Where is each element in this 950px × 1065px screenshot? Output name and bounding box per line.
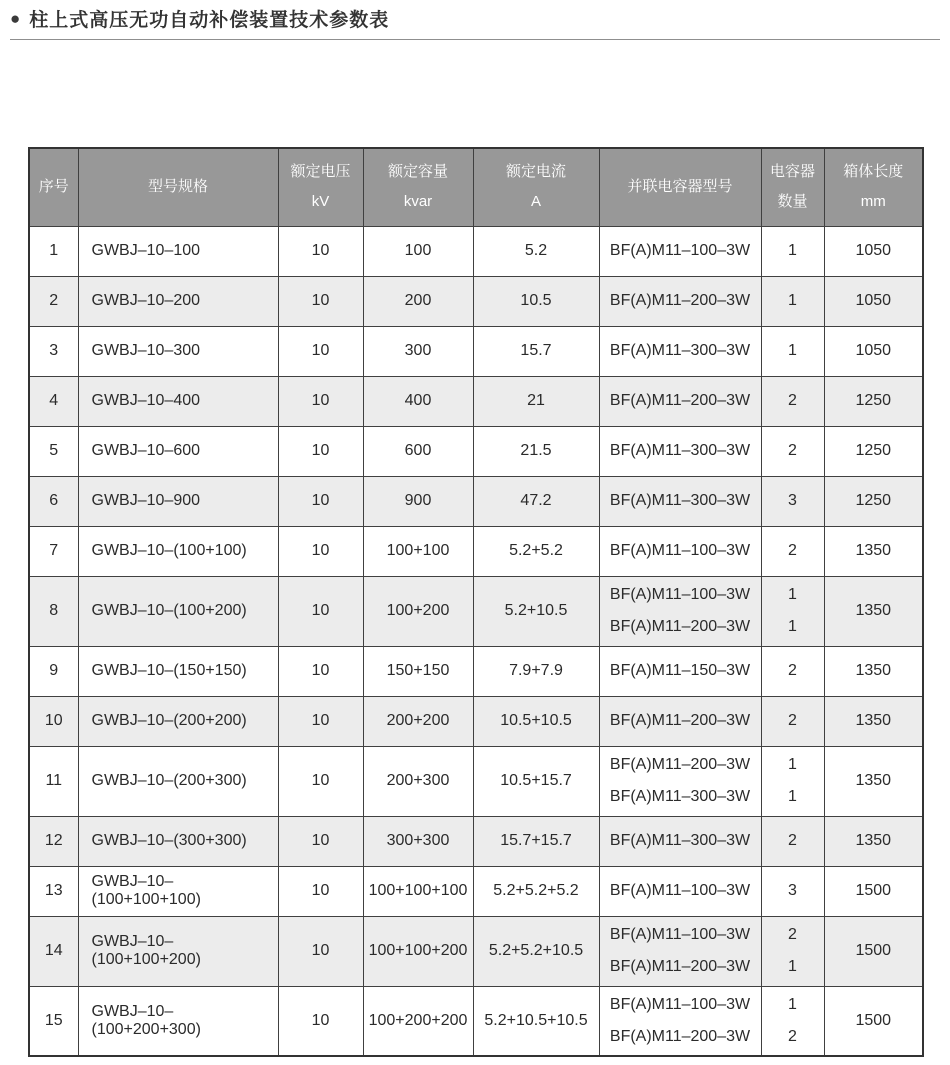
cell-current: 5.2+10.5+10.5 (473, 986, 599, 1056)
header-capacitor-qty-label: 电容器 (769, 163, 815, 181)
cell-voltage: 10 (278, 526, 363, 576)
capacitor-model-line: BF(A)M11–300–3W (609, 342, 751, 359)
capacitor-qty-line: 3 (788, 882, 797, 899)
capacitor-model-line: BF(A)M11–300–3W (609, 442, 751, 459)
cell-current: 15.7+15.7 (473, 816, 599, 866)
table-row (29, 276, 923, 326)
header-voltage (278, 148, 363, 226)
capacitor-qty-line: 2 (788, 1027, 797, 1045)
cell-box-length: 1050 (824, 326, 923, 376)
cell-capacitor-qty (761, 986, 824, 1056)
table-row (29, 426, 923, 476)
header-capacitor-qty-unit: 数量 (777, 193, 808, 211)
header-model-label: 型号规格 (147, 178, 208, 196)
capacitor-model-line: BF(A)M11–200–3W (609, 756, 751, 773)
table-row (29, 576, 923, 646)
capacitor-qty-line: 3 (788, 492, 797, 509)
cell-capacitor-models (599, 916, 761, 986)
capacitor-qty-line: 2 (788, 712, 797, 729)
cell-seq: 15 (29, 986, 78, 1056)
cell-seq: 13 (29, 866, 78, 916)
cell-capacitor-models (599, 746, 761, 816)
header-box-length-unit: mm (860, 193, 886, 211)
cell-model: GWBJ–10–(100+100+100) (78, 866, 278, 916)
table-row (29, 326, 923, 376)
capacitor-qty-line: 1 (788, 242, 797, 259)
cell-capacitor-qty (761, 376, 824, 426)
capacitor-model-line: BF(A)M11–300–3W (609, 832, 751, 849)
cell-box-length: 1350 (824, 746, 923, 816)
cell-voltage: 10 (278, 226, 363, 276)
header-capacity-unit: kvar (403, 193, 433, 211)
cell-capacitor-models (599, 226, 761, 276)
cell-box-length: 1500 (824, 916, 923, 986)
cell-capacitor-models (599, 576, 761, 646)
table-header (29, 148, 923, 226)
cell-seq: 14 (29, 916, 78, 986)
capacitor-qty-line: 2 (788, 442, 797, 459)
cell-capacity: 100+200 (363, 576, 473, 646)
capacitor-model-line: BF(A)M11–200–3W (609, 1027, 751, 1045)
technical-parameters-table (28, 147, 924, 1057)
cell-seq: 2 (29, 276, 78, 326)
cell-capacitor-qty (761, 226, 824, 276)
table-row (29, 376, 923, 426)
capacitor-qty-line: 1 (788, 995, 797, 1013)
cell-box-length: 1250 (824, 376, 923, 426)
cell-model: GWBJ–10–400 (78, 376, 278, 426)
cell-capacity: 200 (363, 276, 473, 326)
cell-capacitor-models (599, 866, 761, 916)
cell-current: 5.2+10.5 (473, 576, 599, 646)
cell-capacitor-qty (761, 476, 824, 526)
cell-seq: 5 (29, 426, 78, 476)
cell-capacitor-models (599, 426, 761, 476)
cell-current: 21 (473, 376, 599, 426)
capacitor-qty-line: 1 (788, 342, 797, 359)
capacitor-qty-line: 1 (788, 958, 797, 975)
capacitor-qty-line: 1 (788, 788, 797, 805)
cell-capacity: 900 (363, 476, 473, 526)
capacitor-model-line: BF(A)M11–100–3W (609, 242, 751, 259)
cell-capacitor-qty (761, 526, 824, 576)
cell-box-length: 1500 (824, 986, 923, 1056)
cell-voltage: 10 (278, 476, 363, 526)
cell-model: GWBJ–10–(100+100+200) (78, 916, 278, 986)
cell-capacitor-models (599, 646, 761, 696)
cell-seq: 4 (29, 376, 78, 426)
title-bar (10, 0, 940, 40)
cell-model: GWBJ–10–(100+200) (78, 576, 278, 646)
capacitor-qty-line: 2 (788, 662, 797, 679)
cell-seq: 9 (29, 646, 78, 696)
cell-voltage: 10 (278, 696, 363, 746)
cell-current: 15.7 (473, 326, 599, 376)
cell-seq: 10 (29, 696, 78, 746)
header-capacity (363, 148, 473, 226)
cell-capacity: 100+100+100 (363, 866, 473, 916)
table-row (29, 746, 923, 816)
cell-capacitor-qty (761, 916, 824, 986)
cell-model: GWBJ–10–600 (78, 426, 278, 476)
cell-capacity: 100+100 (363, 526, 473, 576)
cell-model: GWBJ–10–(150+150) (78, 646, 278, 696)
cell-seq: 7 (29, 526, 78, 576)
cell-model: GWBJ–10–200 (78, 276, 278, 326)
cell-capacitor-models (599, 376, 761, 426)
table-row (29, 816, 923, 866)
table-row (29, 526, 923, 576)
cell-model: GWBJ–10–300 (78, 326, 278, 376)
header-box-length (824, 148, 923, 226)
cell-box-length: 1500 (824, 866, 923, 916)
capacitor-qty-line: 1 (788, 292, 797, 309)
cell-model: GWBJ–10–(100+100) (78, 526, 278, 576)
capacitor-qty-line: 2 (788, 926, 797, 943)
capacitor-model-line: BF(A)M11–100–3W (609, 882, 751, 899)
cell-capacitor-models (599, 696, 761, 746)
capacitor-model-line: BF(A)M11–100–3W (609, 586, 751, 603)
cell-voltage: 10 (278, 646, 363, 696)
cell-model: GWBJ–10–900 (78, 476, 278, 526)
cell-capacitor-qty (761, 746, 824, 816)
capacitor-qty-line: 1 (788, 618, 797, 635)
header-capacity-label: 额定容量 (387, 163, 448, 181)
header-current (473, 148, 599, 226)
table-body (29, 226, 923, 1056)
cell-current: 5.2+5.2+10.5 (473, 916, 599, 986)
cell-current: 10.5+15.7 (473, 746, 599, 816)
cell-current: 5.2 (473, 226, 599, 276)
cell-seq: 12 (29, 816, 78, 866)
header-current-label: 额定电流 (505, 163, 566, 181)
cell-box-length: 1050 (824, 226, 923, 276)
cell-capacitor-qty (761, 326, 824, 376)
capacitor-model-line: BF(A)M11–200–3W (609, 392, 751, 409)
cell-capacity: 200+200 (363, 696, 473, 746)
cell-current: 5.2+5.2+5.2 (473, 866, 599, 916)
cell-model: GWBJ–10–100 (78, 226, 278, 276)
cell-current: 10.5+10.5 (473, 696, 599, 746)
cell-model: GWBJ–10–(200+200) (78, 696, 278, 746)
capacitor-model-line: BF(A)M11–100–3W (609, 542, 751, 559)
cell-voltage: 10 (278, 326, 363, 376)
capacitor-model-line: BF(A)M11–300–3W (609, 492, 751, 509)
cell-voltage: 10 (278, 276, 363, 326)
cell-capacitor-qty (761, 696, 824, 746)
header-current-unit: A (530, 193, 541, 211)
cell-capacitor-models (599, 816, 761, 866)
capacitor-qty-line: 2 (788, 392, 797, 409)
cell-seq: 8 (29, 576, 78, 646)
cell-voltage: 10 (278, 816, 363, 866)
cell-seq: 11 (29, 746, 78, 816)
cell-box-length: 1350 (824, 526, 923, 576)
cell-box-length: 1350 (824, 646, 923, 696)
cell-capacitor-models (599, 276, 761, 326)
cell-capacity: 150+150 (363, 646, 473, 696)
cell-capacity: 100+100+200 (363, 916, 473, 986)
header-capacitor-qty (761, 148, 824, 226)
table-row (29, 916, 923, 986)
cell-capacitor-qty (761, 576, 824, 646)
capacitor-qty-line: 1 (788, 756, 797, 773)
cell-capacity: 200+300 (363, 746, 473, 816)
cell-seq: 6 (29, 476, 78, 526)
cell-capacity: 300 (363, 326, 473, 376)
cell-capacitor-models (599, 526, 761, 576)
cell-capacitor-qty (761, 426, 824, 476)
cell-voltage: 10 (278, 866, 363, 916)
cell-current: 7.9+7.9 (473, 646, 599, 696)
capacitor-qty-line: 1 (788, 586, 797, 603)
cell-voltage: 10 (278, 576, 363, 646)
cell-capacitor-qty (761, 866, 824, 916)
cell-current: 10.5 (473, 276, 599, 326)
capacitor-model-line: BF(A)M11–100–3W (609, 995, 751, 1013)
cell-current: 21.5 (473, 426, 599, 476)
capacitor-model-line: BF(A)M11–300–3W (609, 788, 751, 805)
header-row (29, 148, 923, 226)
capacitor-model-line: BF(A)M11–200–3W (609, 958, 751, 975)
table-row (29, 476, 923, 526)
cell-box-length: 1250 (824, 426, 923, 476)
cell-seq: 3 (29, 326, 78, 376)
capacitor-model-line: BF(A)M11–150–3W (609, 662, 751, 679)
capacitor-model-line: BF(A)M11–200–3W (609, 618, 751, 635)
capacitor-qty-line: 2 (788, 832, 797, 849)
cell-capacitor-qty (761, 276, 824, 326)
header-voltage-label: 额定电压 (290, 163, 351, 181)
cell-box-length: 1250 (824, 476, 923, 526)
table-row (29, 696, 923, 746)
header-capacitor-model-label: 并联电容器型号 (627, 178, 733, 196)
table-row (29, 646, 923, 696)
cell-model: GWBJ–10–(300+300) (78, 816, 278, 866)
cell-capacitor-qty (761, 816, 824, 866)
cell-box-length: 1350 (824, 696, 923, 746)
cell-box-length: 1350 (824, 816, 923, 866)
table-row (29, 986, 923, 1056)
cell-model: GWBJ–10–(200+300) (78, 746, 278, 816)
header-seq (29, 148, 78, 226)
cell-capacitor-models (599, 326, 761, 376)
cell-box-length: 1050 (824, 276, 923, 326)
header-capacitor-model (599, 148, 761, 226)
cell-capacitor-models (599, 476, 761, 526)
header-voltage-unit: kV (311, 193, 330, 211)
cell-capacity: 100 (363, 226, 473, 276)
cell-capacity: 300+300 (363, 816, 473, 866)
table-row (29, 866, 923, 916)
header-model (78, 148, 278, 226)
table-row (29, 226, 923, 276)
capacitor-qty-line: 2 (788, 542, 797, 559)
cell-current: 5.2+5.2 (473, 526, 599, 576)
cell-voltage: 10 (278, 376, 363, 426)
cell-model: GWBJ–10–(100+200+300) (78, 986, 278, 1056)
cell-voltage: 10 (278, 746, 363, 816)
page-title: 柱上式高压无功自动补偿装置技术参数表 (29, 10, 390, 31)
header-box-length-label: 箱体长度 (843, 163, 904, 181)
title-bullet-icon: ● (10, 9, 21, 28)
cell-voltage: 10 (278, 426, 363, 476)
cell-capacitor-qty (761, 646, 824, 696)
cell-current: 47.2 (473, 476, 599, 526)
cell-seq: 1 (29, 226, 78, 276)
capacitor-model-line: BF(A)M11–100–3W (609, 926, 751, 943)
cell-box-length: 1350 (824, 576, 923, 646)
cell-voltage: 10 (278, 986, 363, 1056)
cell-capacity: 100+200+200 (363, 986, 473, 1056)
header-seq-label: 序号 (38, 178, 69, 196)
cell-voltage: 10 (278, 916, 363, 986)
cell-capacitor-models (599, 986, 761, 1056)
capacitor-model-line: BF(A)M11–200–3W (609, 292, 751, 309)
cell-capacity: 400 (363, 376, 473, 426)
capacitor-model-line: BF(A)M11–200–3W (609, 712, 751, 729)
cell-capacity: 600 (363, 426, 473, 476)
